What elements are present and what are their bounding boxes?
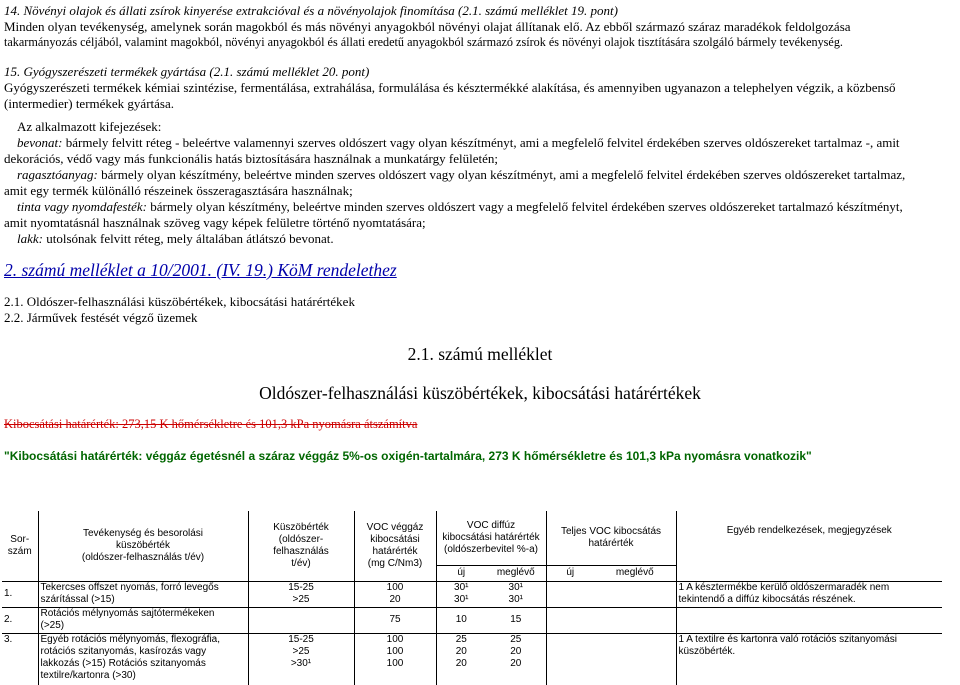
def-tinta-term: tinta vagy nyomdafesték: <box>17 199 147 214</box>
row-2-teljes-meglevo <box>594 607 676 633</box>
row-1-diff-meglevo: 30¹ 30¹ <box>486 581 546 607</box>
row-3-diff-meglevo: 25 20 20 <box>486 633 546 685</box>
col-header-kuszob: Küszöbérték (oldószer- felhasználás t/év) <box>248 511 354 581</box>
line-15-body-2: (intermedier) termékek gyártása. <box>4 96 174 111</box>
row-2-tevekenyseg: Rotációs mélynyomás sajtótermékeken (>25) <box>38 607 248 633</box>
row-3-teljes-meglevo <box>594 633 676 685</box>
row-1-kuszob: 15-25 >25 <box>248 581 354 607</box>
annex-subtitle: Oldószer-felhasználási küszöbértékek, kibocsátási határértékek <box>259 383 701 403</box>
col-header-diff-uj: új <box>436 565 486 581</box>
row-1-teljes-meglevo <box>594 581 676 607</box>
row-3-voc: 100 100 100 <box>354 633 436 685</box>
row-1-tevekenyseg: Tekercses offszet nyomás, forró levegős szárítással (>15) <box>38 581 248 607</box>
row-2-diff-meglevo: 15 <box>486 607 546 633</box>
col-header-egyeb: Egyéb rendelkezések, megjegyzések <box>676 511 942 581</box>
def-ragaszto-text: bármely olyan készítmény, beleértve minden szerves oldószert vagy olyan készítményt, ami a megfelelő felvitel érdekében szerves oldószereket tartalmaz, <box>97 167 906 182</box>
def-lakk-term: lakk: <box>17 231 43 246</box>
col-header-voc-veggaz: VOC véggáz kibocsátási határérték (mg C/Nm3) <box>354 511 436 581</box>
row-1-diff-uj: 30¹ 30¹ <box>436 581 486 607</box>
line-15-title: 15. Gyógyszerészeti termékek gyártása (2.1. számú melléklet 20. pont) <box>4 64 370 79</box>
row-3-tevekenyseg: Egyéb rotációs mélynyomás, flexográfia, rotációs szitanyomás, kasírozás vagy lakkozás (>15) Rotációs szitanyomás textilre/kartonra (>30) <box>38 633 248 685</box>
row-2-voc: 75 <box>354 607 436 633</box>
col-header-teljes-uj: új <box>546 565 594 581</box>
col-header-teljes-voc: Teljes VOC kibocsátás határérték <box>546 511 676 565</box>
def-bevonat <box>17 135 900 151</box>
line-14-body-1: Minden olyan tevékenység, amelynek során magokból és más növényi anyagokból növényi olajat állítanak elő. Az ebből származó száraz maradékok feldolgozása <box>4 19 851 34</box>
row-2-teljes-uj <box>546 607 594 633</box>
row-1-egyeb: 1 A késztermékbe kerülő oldószermaradék nem tekintendő a diffúz kibocsátás részének. <box>676 581 942 607</box>
row-3-diff-uj: 25 20 20 <box>436 633 486 685</box>
def-ragaszto <box>17 167 905 183</box>
definitions-intro: Az alkalmazott kifejezések: <box>17 119 162 134</box>
amended-emission-note: "Kibocsátási határérték: véggáz égetésnél a száraz véggáz 5%-os oxigén-tartalmára, 273 K hőmérsékletre és 101,3 kPa nyomásra vonatkozik" <box>4 449 812 463</box>
row-2-egyeb <box>676 607 942 633</box>
annex-heading-link[interactable]: 2. számú melléklet a 10/2001. (IV. 19.) KöM rendelethez <box>4 260 397 280</box>
row-2-no: 2. <box>2 607 38 633</box>
table-row <box>2 633 942 685</box>
line-14-title: 14. Növényi olajok és állati zsírok kinyerése extrakcióval és a növényolajok finomítása (2.1. számú melléklet 19. pont) <box>4 3 618 18</box>
col-header-sorszam: Sor- szám <box>7 533 32 557</box>
row-2-diff-uj: 10 <box>436 607 486 633</box>
def-bevonat-text: bármely felvitt réteg - beleértve valamennyi szerves oldószert vagy olyan készítményt, ami a megfelelő felvitel érdekében szerves oldószereket tartalmaz -, amit <box>62 135 900 150</box>
def-lakk <box>17 231 334 247</box>
row-1-teljes-uj <box>546 581 594 607</box>
row-2-kuszob <box>248 607 354 633</box>
row-1-no: 1. <box>2 581 38 607</box>
col-header-teljes-meglevo: meglévő <box>594 565 676 581</box>
subsection-2-1: 2.1. Oldószer-felhasználási küszöbértékek, kibocsátási határértékek <box>4 294 355 309</box>
table-row <box>2 581 942 607</box>
row-3-teljes-uj <box>546 633 594 685</box>
line-14-body-2: takarmányozás céljából, valamint magokból, növényi anyagokból és állati eredetű anyagokból származó zsírok és növényi olajok tisztítására szolgáló bármely tevékenység. <box>4 35 843 49</box>
row-1-voc: 100 20 <box>354 581 436 607</box>
col-header-tevekenyseg: Tevékenység és besorolási küszöbérték (oldószer-felhasználás t/év) <box>38 511 248 581</box>
line-15-body-1: Gyógyszerészeti termékek kémiai szintézise, fermentálása, extrahálása, formulálása és késztermékké alakítása, és amennyiben ugyanazon a telephelyen végzik, a közbenső <box>4 80 896 95</box>
struck-emission-note: Kibocsátási határérték: 273,15 K hőmérsékletre és 101,3 kPa nyomásra átszámítva <box>4 417 418 431</box>
annex-title: 2.1. számú melléklet <box>407 344 553 364</box>
def-lakk-text: utolsónak felvitt réteg, mely általában átlátszó bevonat. <box>42 231 334 246</box>
row-3-egyeb: 1 A textilre és kartonra való rotációs szitanyomási küszöbérték. <box>676 633 942 685</box>
row-3-no: 3. <box>2 633 38 685</box>
def-tinta <box>17 199 903 215</box>
limits-table <box>2 511 942 685</box>
table-row <box>2 607 942 633</box>
def-ragaszto-term: ragasztóanyag: <box>17 167 98 182</box>
subsection-2-2: 2.2. Járművek festését végző üzemek <box>4 310 198 325</box>
def-ragaszto-cont: amit egy termék különálló részeinek összeragasztására használnak; <box>4 183 353 198</box>
def-bevonat-cont: dekorációs, védő vagy más funkcionális hatás biztosítására használnak a munkatárgy felületén; <box>4 151 498 166</box>
col-header-diff-meglevo: meglévő <box>486 565 546 581</box>
row-3-kuszob: 15-25 >25 >30¹ <box>248 633 354 685</box>
def-bevonat-term: bevonat: <box>17 135 63 150</box>
col-header-voc-diffuz: VOC diffúz kibocsátási határérték (oldószerbevitel %-a) <box>436 511 546 565</box>
def-tinta-cont: amit nyomtatásnál használnak szöveg vagy képek felületre történő nyomtatására; <box>4 215 426 230</box>
def-tinta-text: bármely olyan készítmény, beleértve minden szerves oldószert vagy a megfelelő felvitel érdekében szerves oldószereket tartalmazó készítményt, <box>146 199 903 214</box>
